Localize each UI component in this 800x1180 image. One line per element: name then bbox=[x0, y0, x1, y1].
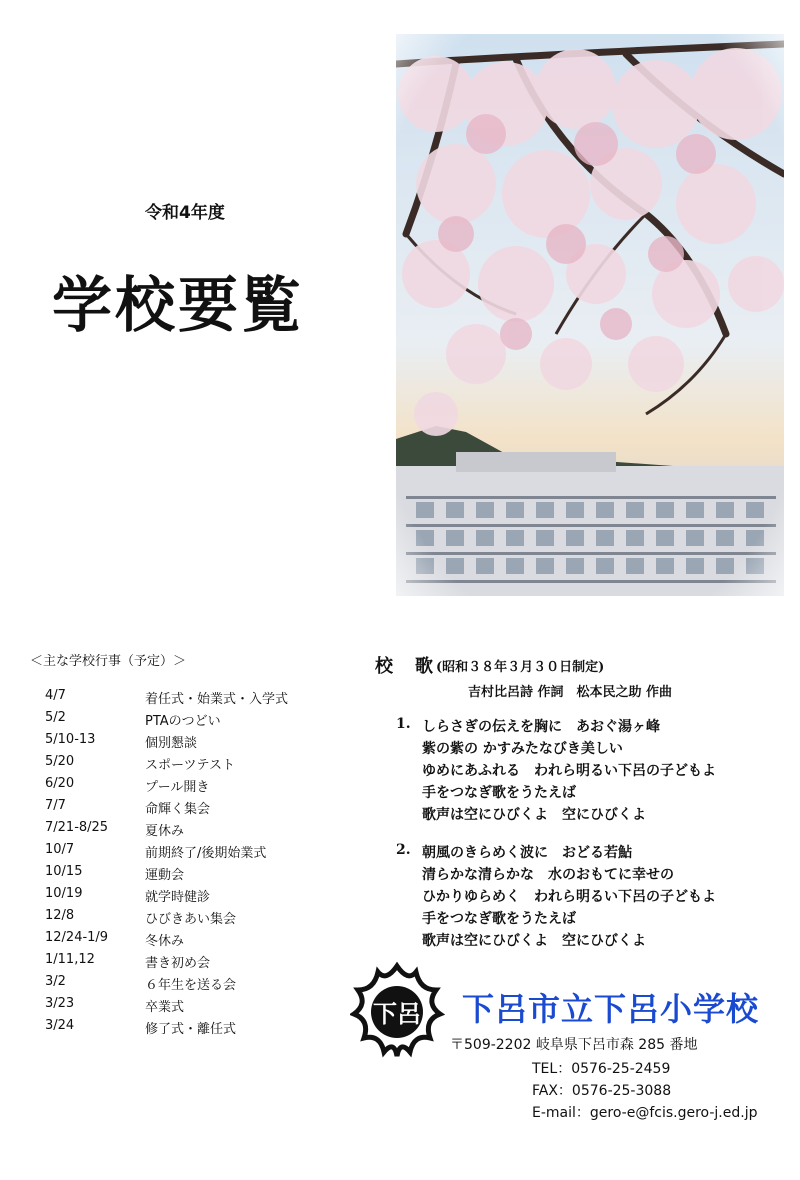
event-date: 10/19 bbox=[45, 886, 83, 901]
list-item bbox=[45, 886, 345, 908]
verse-line: 手をつなぎ歌をうたえば bbox=[422, 911, 576, 927]
school-name: 下呂市立下呂小学校 bbox=[462, 990, 760, 1028]
verse-number: 1. bbox=[396, 716, 411, 732]
list-item bbox=[45, 952, 345, 974]
verse-line: ひかりゆらめく われら明るい下呂の子どもよ bbox=[422, 889, 716, 905]
event-name: 修了式・離任式 bbox=[145, 1022, 237, 1037]
verse-line: 朝風のきらめく波に おどる若鮎 bbox=[422, 845, 632, 861]
event-name: スポーツテスト bbox=[145, 758, 235, 773]
event-date: 10/7 bbox=[45, 842, 75, 857]
event-date: 3/23 bbox=[45, 996, 75, 1011]
school-tel: TEL：0576-25-2459 bbox=[532, 1061, 671, 1077]
event-date: 3/24 bbox=[45, 1018, 75, 1033]
verse-line: 清らかな清らかな 水のおもてに幸せの bbox=[422, 867, 674, 883]
event-date: 5/2 bbox=[45, 710, 66, 725]
event-name: 夏休み bbox=[145, 824, 185, 839]
fiscal-year: 令和4年度 bbox=[145, 203, 225, 223]
school-emblem-icon bbox=[350, 960, 445, 1060]
cover-photo bbox=[396, 34, 784, 596]
school-fax: FAX：0576-25-3088 bbox=[532, 1083, 672, 1099]
list-item bbox=[45, 732, 345, 754]
list-item bbox=[45, 908, 345, 930]
anthem-verse-1 bbox=[390, 716, 780, 826]
event-name: プール開き bbox=[145, 780, 210, 795]
events-list bbox=[45, 688, 345, 1040]
verse-number: 2. bbox=[396, 842, 411, 858]
cherry-blossom-school-image bbox=[396, 34, 784, 596]
verse-line: しらさぎの伝えを胸に あおぐ湯ヶ峰 bbox=[422, 719, 660, 735]
list-item bbox=[45, 754, 345, 776]
event-name: 卒業式 bbox=[145, 1000, 185, 1015]
verse-line: ゆめにあふれる われら明るい下呂の子どもよ bbox=[422, 763, 716, 779]
event-date: 5/10-13 bbox=[45, 732, 96, 747]
event-date: 10/15 bbox=[45, 864, 83, 879]
event-name: 冬休み bbox=[145, 934, 185, 949]
list-item bbox=[45, 688, 345, 710]
event-date: 7/7 bbox=[45, 798, 66, 813]
list-item bbox=[45, 710, 345, 732]
list-item bbox=[45, 864, 345, 886]
event-name: 就学時健診 bbox=[145, 890, 211, 905]
event-date: 12/24-1/9 bbox=[45, 930, 109, 945]
anthem-established-date: (昭和３８年３月３０日制定) bbox=[436, 660, 605, 675]
event-name: 運動会 bbox=[145, 868, 185, 883]
event-name: ６年生を送る会 bbox=[145, 978, 237, 993]
events-heading: ＜主な学校行事（予定）＞ bbox=[30, 654, 187, 669]
list-item bbox=[45, 974, 345, 996]
emblem-text: 下呂 bbox=[373, 1000, 421, 1028]
event-name: ひびきあい集会 bbox=[145, 912, 237, 927]
list-item bbox=[45, 798, 345, 820]
event-date: 7/21-8/25 bbox=[45, 820, 109, 835]
event-name: 前期終了/後期始業式 bbox=[145, 846, 267, 861]
list-item bbox=[45, 820, 345, 842]
verse-line: 手をつなぎ歌をうたえば bbox=[422, 785, 576, 801]
event-name: PTAのつどい bbox=[145, 714, 221, 729]
event-date: 3/2 bbox=[45, 974, 66, 989]
verse-line: 歌声は空にひびくよ 空にひびくよ bbox=[422, 933, 646, 949]
event-name: 書き初め会 bbox=[145, 956, 211, 971]
school-address: 〒509-2202 岐阜県下呂市森 285 番地 bbox=[450, 1037, 698, 1053]
list-item bbox=[45, 1018, 345, 1040]
school-email[interactable]: E-mail：gero-e@fcis.gero-j.ed.jp bbox=[532, 1105, 758, 1121]
event-date: 6/20 bbox=[45, 776, 75, 791]
verse-line: 紫の紫の かすみたなびき美しい bbox=[422, 741, 623, 757]
event-date: 1/11,12 bbox=[45, 952, 95, 967]
list-item bbox=[45, 842, 345, 864]
event-name: 個別懇談 bbox=[145, 736, 198, 751]
list-item bbox=[45, 776, 345, 798]
verse-line: 歌声は空にひびくよ 空にひびくよ bbox=[422, 807, 646, 823]
list-item bbox=[45, 930, 345, 952]
list-item bbox=[45, 996, 345, 1018]
anthem-credits: 吉村比呂詩 作詞 松本民之助 作曲 bbox=[468, 685, 673, 700]
anthem-verse-2 bbox=[390, 842, 780, 952]
event-name: 命輝く集会 bbox=[145, 802, 211, 817]
event-date: 4/7 bbox=[45, 688, 66, 703]
event-date: 12/8 bbox=[45, 908, 75, 923]
anthem-title: 校 歌 bbox=[375, 656, 435, 677]
page-title: 学校要覧 bbox=[52, 271, 304, 341]
event-date: 5/20 bbox=[45, 754, 75, 769]
event-name: 着任式・始業式・入学式 bbox=[145, 692, 289, 707]
